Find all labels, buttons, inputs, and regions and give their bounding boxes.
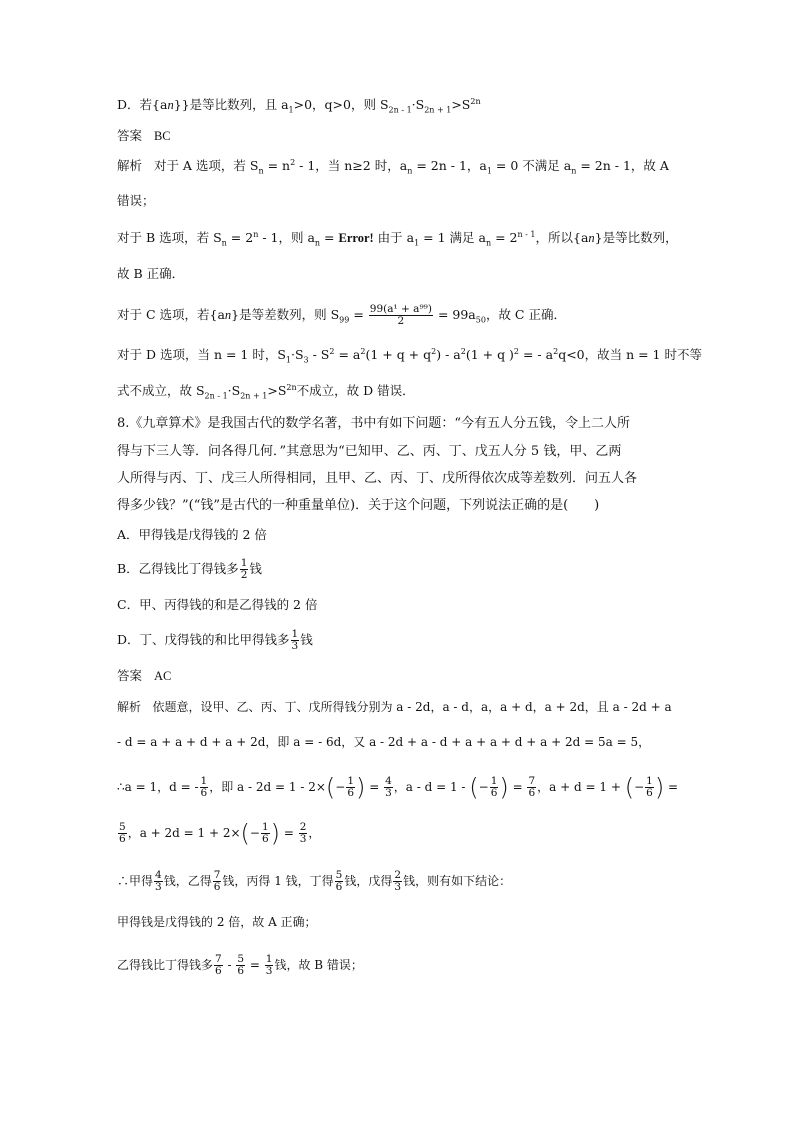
solution-line-4: $\frac{5}{6}$ ，a + 2d = 1 + 2×(− $\frac{1}{6}$ ) = $\frac{2}{3}$ ，	[119, 819, 321, 848]
solution-line-5: ∴甲得 $\frac{4}{3}$ 钱，乙得 $\frac{7}{6}$ 钱，丙得 1 钱，丁得 $\frac{5}{6}$ 钱，戊得 $\frac{2}{3}$ 钱，则有如下结论：	[117, 869, 512, 893]
option-c: C．甲、丙得钱的和是乙得钱的 2 倍	[117, 597, 318, 612]
question-8-line-1: 8.《九章算术》是我国古代的数学名著，书中有如下问题：“今有五人分五钱，令上二人所	[117, 416, 631, 431]
question-8-line-3: 人所得与丙、丁、戊三人所得相同，且甲、乙、丙、丁、戊所得依次成等差数列．问五人各	[117, 471, 638, 486]
option-a: A．甲得钱是戊得钱的 2 倍	[117, 527, 267, 542]
analysis-line-d: 对于 D 选项，当 n = 1 时，$S_1\cdot S_3 - S^2 = a^2(1 + q + q^2) - a^2(1 + q$ )$^2$ = - $a^2q<0$，故当 n = 1 时不等	[117, 346, 702, 365]
prev-option-d: D．若{an}}是等比数列，且 $a_1>0$，q>0，则 $S_{2n - 1}\cdot S_{2n + 1}>S^{2n}$	[117, 96, 481, 115]
solution-line-3: ∴a = 1，d = - $\frac{1}{6}$ ，即 a - 2d = 1 - 2×(− $\frac{1}{6}$ ) = $\frac{4}{3}$ ，a - d = 1 - (− $\frac{1}{6}$ ) = $\frac{7}{6}$ ，a + d = 1 + (− $\frac{1}{6}$ ) =	[117, 773, 679, 802]
solution-line-7: 乙得钱比丁得钱多 $\frac{7}{6}$ - $\frac{5}{6}$ = $\frac{1}{3}$ 钱，故 B 错误；	[117, 953, 363, 977]
option-b: B．乙得钱比丁得钱多 $\frac{1}{2}$ 钱	[117, 557, 262, 581]
analysis-line-c: 对于 C 选项，若{an}是等差数列，则 $S_{99}$ = $\frac{\text{99(a¹ + a⁹⁹)}}{2}$ = $99a_{50}$，故 C 正确．	[117, 303, 566, 327]
fraction-s99: $\frac{\text{99(a¹ + a⁹⁹)}}{2}$	[369, 303, 432, 327]
analysis-line-a: 解析 对于 A 选项，若 $S_n = n^2 - 1$，当 n≥2 时，$a_n = 2n - 1$，$a_1 = 0$ 不满足 $a_n = 2n - 1$，故 A	[117, 157, 669, 176]
solution-line-2: - d = a + a + d + a + 2d，即 a = - 6d，又 a - 2d + a - d + a + a + d + a + 2d = 5a = 5，	[117, 735, 651, 749]
option-d: D．丁、戊得钱的和比甲得钱多 $\frac{1}{3}$ 钱	[117, 628, 313, 652]
answer-1: 答案 BC	[117, 128, 171, 143]
analysis-line-b: 对于 B 选项，若 $S_n = 2^n - 1$，则 $a_n$ = Error! 由于 $a_1 = 1$ 满足 $a_n = 2^{n - 1}$，所以{an}是等比数列，	[117, 229, 678, 248]
solution-line-1: 解析 依题意，设甲、乙、丙、丁、戊所得钱分别为 a - 2d，a - d，a，a + d，a + 2d，且 a - 2d + a	[117, 700, 672, 714]
analysis-label: 解析	[117, 158, 143, 173]
question-8-line-2: 得与下三人等．问各得几何．”其意思为“已知甲、乙、丙、丁、戊五人分 5 钱，甲、乙两	[117, 444, 622, 459]
error-marker: Error!	[338, 231, 374, 245]
analysis-line-d2: 式不成立，故 $S_{2n - 1}\cdot S_{2n + 1}>S^{2n}$不成立，故 D 错误．	[117, 382, 415, 401]
question-8-line-4: 得多少钱？”(“钱”是古代的一种重量单位)．关于这个问题，下列说法正确的是( )	[117, 498, 600, 513]
analysis-line-a2: 错误；	[117, 193, 155, 208]
solution-line-6: 甲得钱是戊得钱的 2 倍，故 A 正确；	[117, 915, 317, 929]
analysis-line-b2: 故 B 正确．	[117, 266, 185, 281]
answer-2: 答案 AC	[117, 668, 172, 683]
